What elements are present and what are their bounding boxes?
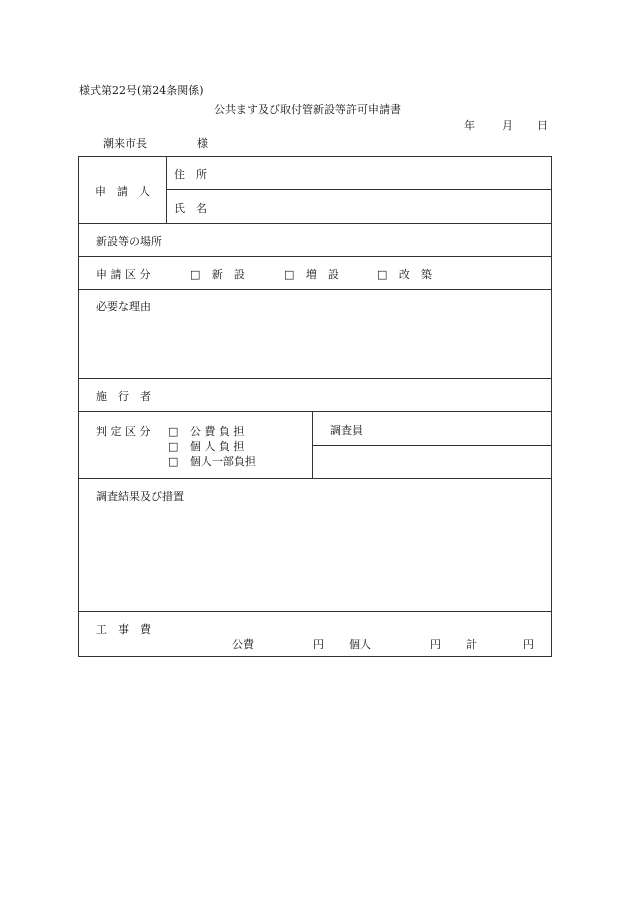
option-new[interactable] [190,266,245,282]
cost-total-label: 計 [466,638,477,651]
cost-public-unit: 円 [313,638,324,651]
applicant-address-label: 住 所 [174,168,207,181]
date-month: 月 [502,119,513,132]
cost-individual-unit: 円 [430,638,441,651]
cost-total-unit: 円 [523,638,534,651]
applicant-label: 申 請 人 [95,185,150,198]
judgment-partial-label: 個人一部負担 [189,455,256,468]
contractor-label: 施 行 者 [96,390,151,403]
option-rebuild[interactable] [377,266,432,282]
judgment-individual-label: 個 人 負 担 [189,440,245,453]
cost-label: 工 事 費 [96,623,151,636]
checkbox-extension[interactable]: □ [284,268,295,281]
applicant-name-label: 氏 名 [174,202,207,215]
form-number: 様式第22号(第24条関係) [79,84,204,97]
checkbox-public[interactable]: □ [168,425,179,438]
judgment-label: 判 定 区 分 [96,425,151,438]
addressee-honorific: 様 [197,137,208,150]
judgment-public[interactable] [168,423,244,439]
checkbox-rebuild[interactable]: □ [377,268,388,281]
date-year: 年 [464,119,475,132]
application-type-label: 申 請 区 分 [96,268,151,281]
form-title: 公共ます及び取付管新設等許可申請書 [214,103,401,116]
option-new-label: 新 設 [211,268,245,281]
option-extension[interactable] [284,266,339,282]
checkbox-new[interactable]: □ [190,268,201,281]
cost-public-label: 公費 [232,638,254,651]
judgment-individual[interactable] [168,438,244,454]
date-day: 日 [537,119,548,132]
option-rebuild-label: 改 築 [398,268,432,281]
reason-label: 必要な理由 [96,300,151,313]
checkbox-partial[interactable]: □ [168,455,179,468]
cost-individual-label: 個人 [349,638,371,651]
addressee-mayor: 潮来市長 [103,137,147,150]
judgment-public-label: 公 費 負 担 [189,425,245,438]
judgment-partial[interactable] [168,453,256,469]
option-extension-label: 増 設 [305,268,339,281]
checkbox-individual[interactable]: □ [168,440,179,453]
location-label: 新設等の場所 [96,235,162,248]
survey-label: 調査結果及び措置 [96,490,184,503]
inspector-label: 調査員 [330,424,363,437]
